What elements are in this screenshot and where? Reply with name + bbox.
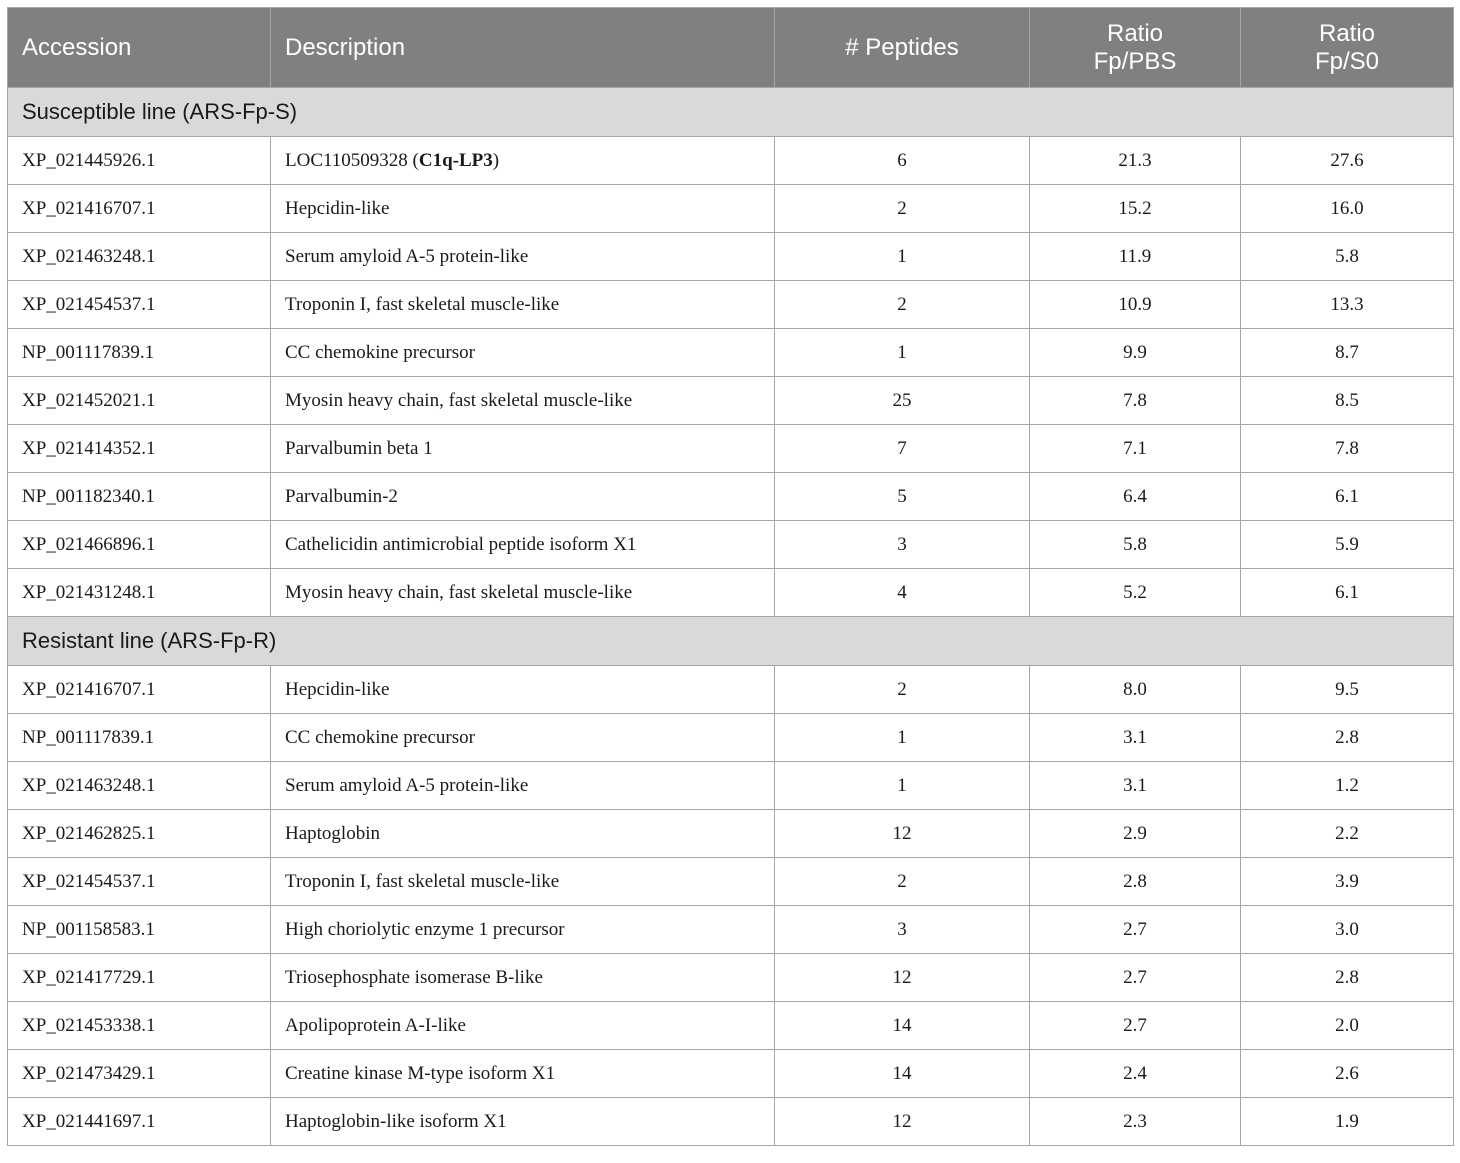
header-ratio-fp-s0 xyxy=(1241,8,1454,88)
description-cell: Parvalbumin beta 1 xyxy=(271,425,775,473)
ratio-fp-s0-cell: 1.9 xyxy=(1241,1098,1454,1146)
description-cell: Triosephosphate isomerase B-like xyxy=(271,954,775,1002)
peptides-cell: 1 xyxy=(775,233,1030,281)
ratio-fp-s0-cell: 3.0 xyxy=(1241,906,1454,954)
ratio-fp-s0-cell: 3.9 xyxy=(1241,858,1454,906)
table-row xyxy=(8,185,1454,233)
table-row xyxy=(8,137,1454,185)
table-row xyxy=(8,1098,1454,1146)
ratio-fp-pbs-cell: 10.9 xyxy=(1030,281,1241,329)
table-row xyxy=(8,377,1454,425)
peptides-cell: 12 xyxy=(775,1098,1030,1146)
group-header-row xyxy=(8,617,1454,666)
ratio-fp-pbs-cell: 3.1 xyxy=(1030,762,1241,810)
peptides-cell: 3 xyxy=(775,521,1030,569)
description-cell: Apolipoprotein A-I-like xyxy=(271,1002,775,1050)
accession-cell: NP_001158583.1 xyxy=(8,906,271,954)
table-row xyxy=(8,762,1454,810)
ratio-fp-pbs-cell: 7.1 xyxy=(1030,425,1241,473)
accession-cell: XP_021431248.1 xyxy=(8,569,271,617)
table-row xyxy=(8,858,1454,906)
ratio-fp-s0-cell: 6.1 xyxy=(1241,569,1454,617)
description-cell: Myosin heavy chain, fast skeletal muscle-like xyxy=(271,569,775,617)
header-accession: Accession xyxy=(8,8,271,88)
ratio-fp-pbs-cell: 2.4 xyxy=(1030,1050,1241,1098)
accession-cell: XP_021454537.1 xyxy=(8,281,271,329)
accession-cell: XP_021473429.1 xyxy=(8,1050,271,1098)
accession-cell: NP_001182340.1 xyxy=(8,473,271,521)
accession-cell: XP_021445926.1 xyxy=(8,137,271,185)
ratio-fp-s0-cell: 2.8 xyxy=(1241,714,1454,762)
ratio-fp-s0-cell: 13.3 xyxy=(1241,281,1454,329)
peptides-cell: 12 xyxy=(775,954,1030,1002)
header-ratio-fp-s0-line2: Fp/S0 xyxy=(1314,47,1380,75)
peptides-cell: 1 xyxy=(775,762,1030,810)
description-cell: High choriolytic enzyme 1 precursor xyxy=(271,906,775,954)
table-row xyxy=(8,281,1454,329)
ratio-fp-pbs-cell: 2.7 xyxy=(1030,906,1241,954)
peptides-cell: 3 xyxy=(775,906,1030,954)
peptides-cell: 2 xyxy=(775,185,1030,233)
description-cell: Serum amyloid A-5 protein-like xyxy=(271,233,775,281)
description-cell: Troponin I, fast skeletal muscle-like xyxy=(271,858,775,906)
table-row xyxy=(8,233,1454,281)
description-cell: Myosin heavy chain, fast skeletal muscle-like xyxy=(271,377,775,425)
peptides-cell: 14 xyxy=(775,1002,1030,1050)
description-cell: Troponin I, fast skeletal muscle-like xyxy=(271,281,775,329)
group-header-row xyxy=(8,88,1454,137)
table-row xyxy=(8,954,1454,1002)
peptides-cell: 1 xyxy=(775,329,1030,377)
ratio-fp-pbs-cell: 5.8 xyxy=(1030,521,1241,569)
peptides-cell: 2 xyxy=(775,858,1030,906)
group-label: Resistant line (ARS-Fp-R) xyxy=(8,617,1454,666)
ratio-fp-pbs-cell: 2.8 xyxy=(1030,858,1241,906)
table-row xyxy=(8,473,1454,521)
accession-cell: XP_021414352.1 xyxy=(8,425,271,473)
description-tail-text: ) xyxy=(492,149,500,171)
ratio-fp-pbs-cell: 2.7 xyxy=(1030,1002,1241,1050)
accession-cell: NP_001117839.1 xyxy=(8,714,271,762)
ratio-fp-pbs-cell: 15.2 xyxy=(1030,185,1241,233)
peptides-cell: 2 xyxy=(775,666,1030,714)
peptides-cell: 2 xyxy=(775,281,1030,329)
header-row xyxy=(8,8,1454,88)
accession-cell: XP_021416707.1 xyxy=(8,185,271,233)
ratio-fp-s0-cell: 2.0 xyxy=(1241,1002,1454,1050)
accession-cell: XP_021462825.1 xyxy=(8,810,271,858)
header-description: Description xyxy=(271,8,775,88)
ratio-fp-pbs-cell: 2.9 xyxy=(1030,810,1241,858)
table-row xyxy=(8,1002,1454,1050)
ratio-fp-pbs-cell: 5.2 xyxy=(1030,569,1241,617)
table-body xyxy=(8,88,1454,1146)
accession-cell: XP_021452021.1 xyxy=(8,377,271,425)
ratio-fp-pbs-cell: 9.9 xyxy=(1030,329,1241,377)
ratio-fp-s0-cell: 1.2 xyxy=(1241,762,1454,810)
header-ratio-fp-pbs-line1: Ratio xyxy=(1106,19,1164,47)
description-cell: Hepcidin-like xyxy=(271,666,775,714)
header-ratio-fp-pbs-line2: Fp/PBS xyxy=(1093,47,1177,75)
description-cell: Hepcidin-like xyxy=(271,185,775,233)
table-row xyxy=(8,810,1454,858)
peptides-cell: 4 xyxy=(775,569,1030,617)
ratio-fp-s0-cell: 6.1 xyxy=(1241,473,1454,521)
table-row xyxy=(8,425,1454,473)
peptides-cell: 14 xyxy=(775,1050,1030,1098)
accession-cell: XP_021463248.1 xyxy=(8,233,271,281)
peptides-cell: 6 xyxy=(775,137,1030,185)
peptides-cell: 7 xyxy=(775,425,1030,473)
description-cell: Creatine kinase M-type isoform X1 xyxy=(271,1050,775,1098)
peptides-cell: 12 xyxy=(775,810,1030,858)
ratio-fp-pbs-cell: 2.3 xyxy=(1030,1098,1241,1146)
description-cell: Serum amyloid A-5 protein-like xyxy=(271,762,775,810)
accession-cell: XP_021416707.1 xyxy=(8,666,271,714)
ratio-fp-pbs-cell: 8.0 xyxy=(1030,666,1241,714)
group-label: Susceptible line (ARS-Fp-S) xyxy=(8,88,1454,137)
ratio-fp-s0-cell: 2.2 xyxy=(1241,810,1454,858)
ratio-fp-s0-cell: 8.5 xyxy=(1241,377,1454,425)
ratio-fp-s0-cell: 16.0 xyxy=(1241,185,1454,233)
description-cell xyxy=(271,137,775,185)
table-row xyxy=(8,906,1454,954)
accession-cell: XP_021417729.1 xyxy=(8,954,271,1002)
description-cell: Haptoglobin-like isoform X1 xyxy=(271,1098,775,1146)
ratio-fp-pbs-cell: 7.8 xyxy=(1030,377,1241,425)
table-row xyxy=(8,329,1454,377)
table-row xyxy=(8,666,1454,714)
ratio-fp-s0-cell: 2.8 xyxy=(1241,954,1454,1002)
table-row xyxy=(8,1050,1454,1098)
description-bold-text: C1q-LP3 xyxy=(418,149,493,171)
header-ratio-fp-s0-line1: Ratio xyxy=(1318,19,1376,47)
ratio-fp-s0-cell: 27.6 xyxy=(1241,137,1454,185)
accession-cell: XP_021466896.1 xyxy=(8,521,271,569)
ratio-fp-s0-cell: 7.8 xyxy=(1241,425,1454,473)
ratio-fp-s0-cell: 5.9 xyxy=(1241,521,1454,569)
ratio-fp-pbs-cell: 3.1 xyxy=(1030,714,1241,762)
peptides-cell: 1 xyxy=(775,714,1030,762)
accession-cell: XP_021463248.1 xyxy=(8,762,271,810)
ratio-fp-pbs-cell: 2.7 xyxy=(1030,954,1241,1002)
description-cell: Cathelicidin antimicrobial peptide isoform X1 xyxy=(271,521,775,569)
ratio-fp-pbs-cell: 6.4 xyxy=(1030,473,1241,521)
ratio-fp-pbs-cell: 11.9 xyxy=(1030,233,1241,281)
ratio-fp-s0-cell: 2.6 xyxy=(1241,1050,1454,1098)
header-peptides: # Peptides xyxy=(775,8,1030,88)
accession-cell: XP_021441697.1 xyxy=(8,1098,271,1146)
description-cell: Haptoglobin xyxy=(271,810,775,858)
ratio-fp-s0-cell: 5.8 xyxy=(1241,233,1454,281)
table-row xyxy=(8,569,1454,617)
accession-cell: XP_021454537.1 xyxy=(8,858,271,906)
accession-cell: XP_021453338.1 xyxy=(8,1002,271,1050)
description-text: LOC110509328 ( xyxy=(285,149,419,171)
table-row xyxy=(8,521,1454,569)
ratio-fp-pbs-cell: 21.3 xyxy=(1030,137,1241,185)
peptides-cell: 5 xyxy=(775,473,1030,521)
proteomics-table xyxy=(7,7,1454,1146)
description-cell: CC chemokine precursor xyxy=(271,329,775,377)
ratio-fp-s0-cell: 8.7 xyxy=(1241,329,1454,377)
description-cell: Parvalbumin-2 xyxy=(271,473,775,521)
accession-cell: NP_001117839.1 xyxy=(8,329,271,377)
peptides-cell: 25 xyxy=(775,377,1030,425)
ratio-fp-s0-cell: 9.5 xyxy=(1241,666,1454,714)
table-row xyxy=(8,714,1454,762)
description-cell: CC chemokine precursor xyxy=(271,714,775,762)
header-ratio-fp-pbs xyxy=(1030,8,1241,88)
